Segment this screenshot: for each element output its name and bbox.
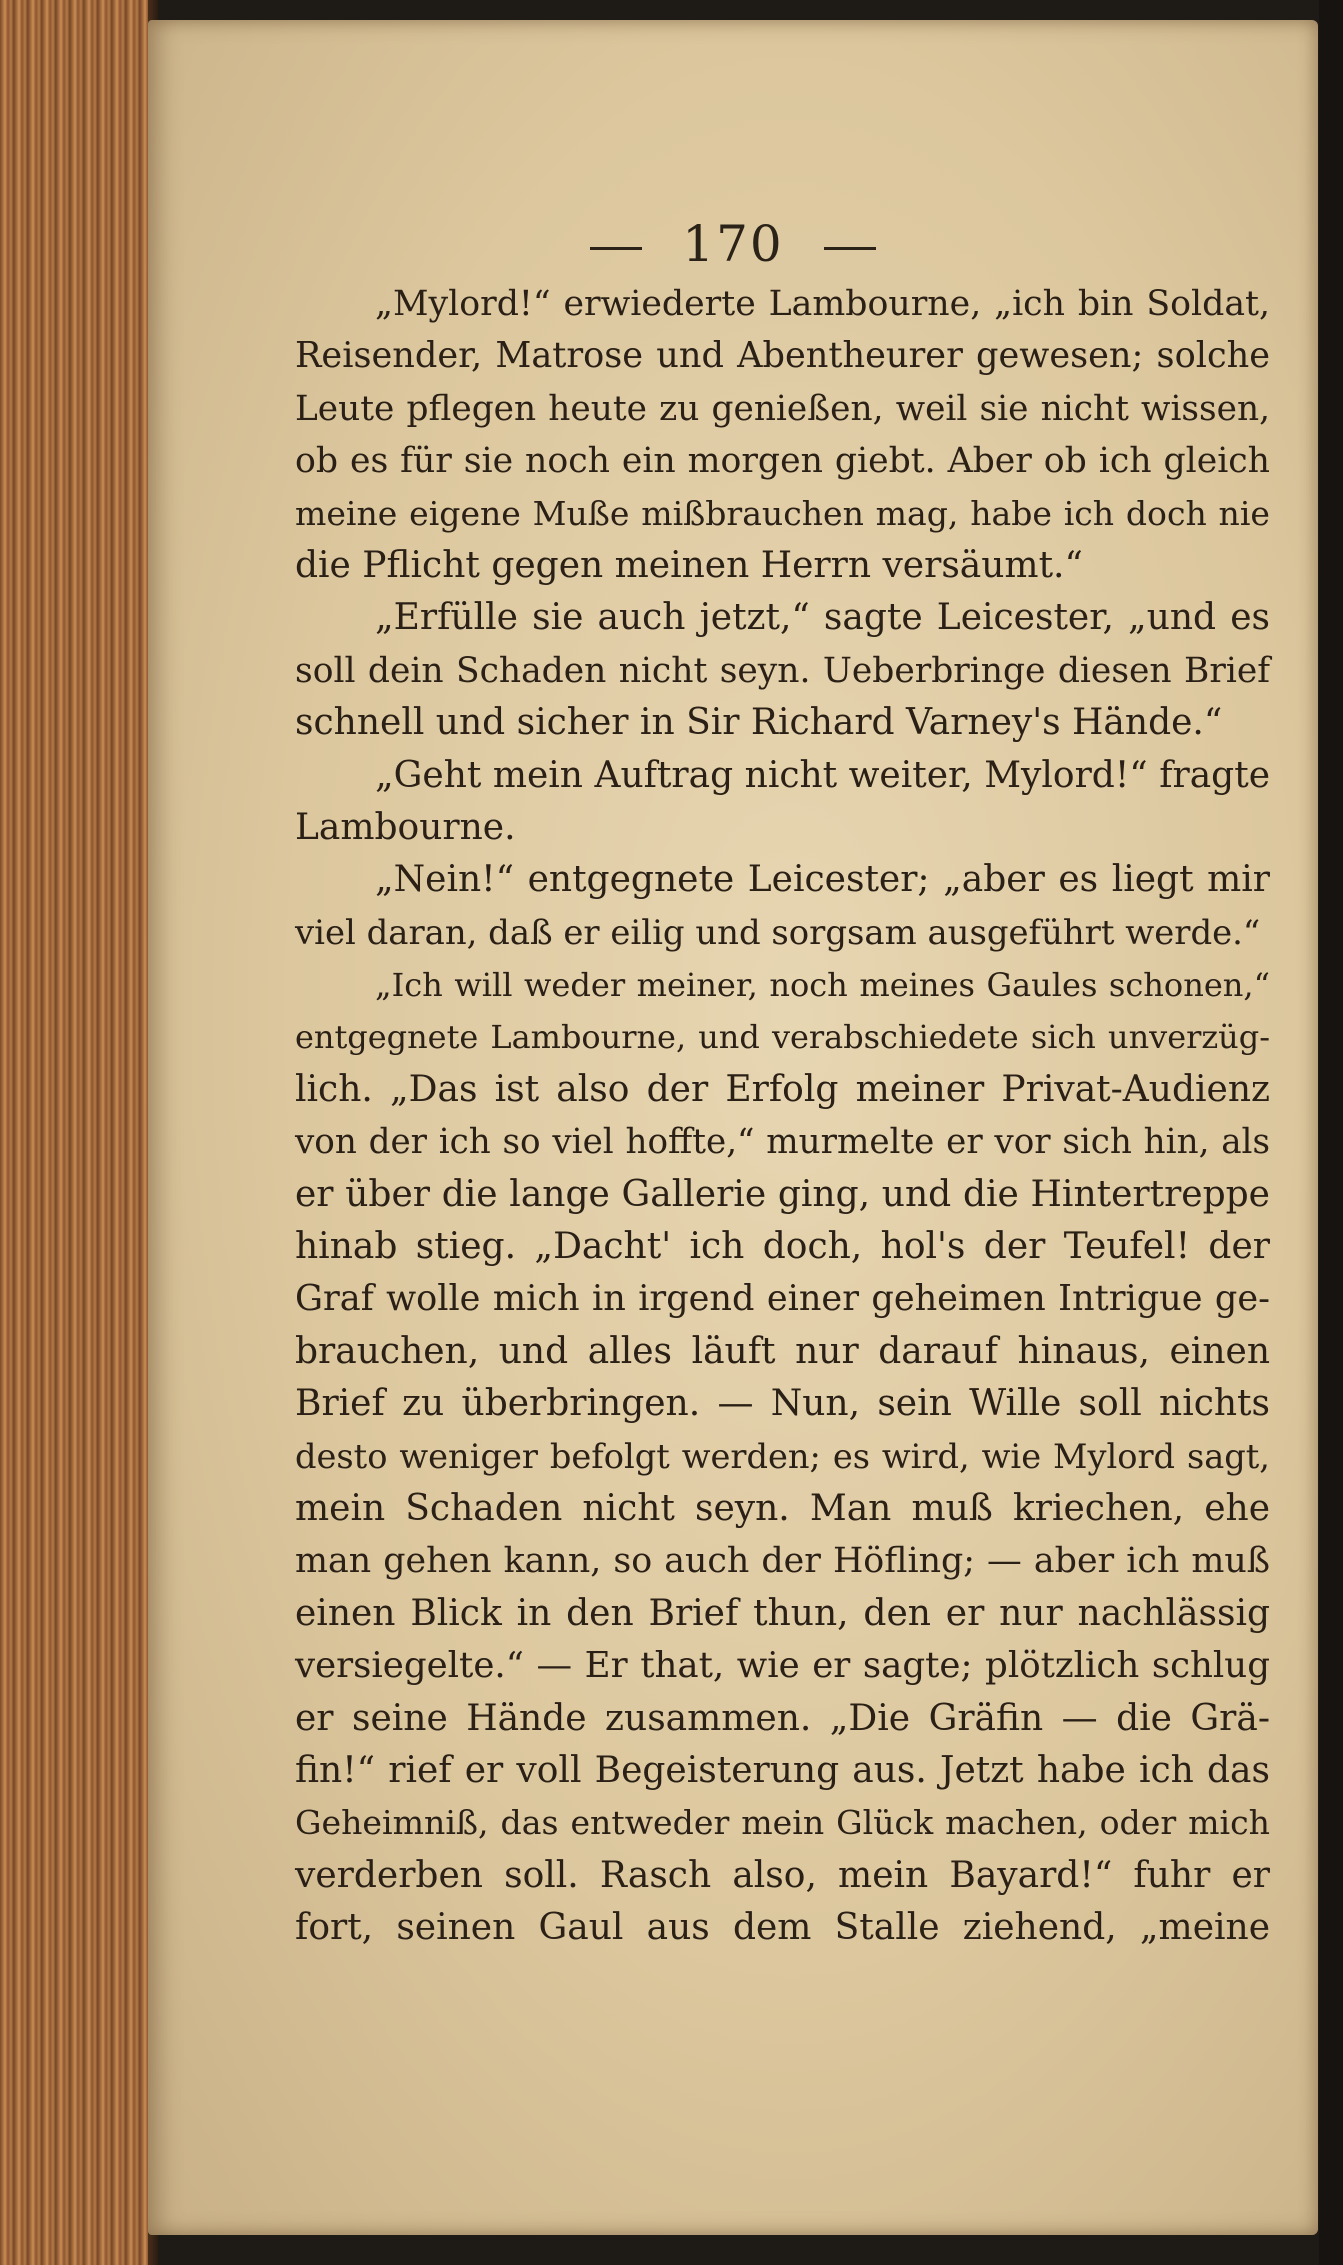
text-line: lich. „Das ist also der Erfolg meiner Privat-Audienz [295,1068,1270,1110]
text-line: verderben soll. Rasch also, mein Bayard!“ fuhr er [295,1854,1270,1896]
text-line: Graf wolle mich in irgend einer geheimen Intrigue ge- [295,1278,1270,1320]
text-line: entgegnete Lambourne, und verabschiedete sich unverzüg- [295,1018,1270,1057]
text-line: Brief zu überbringen. — Nun, sein Wille soll nichts [295,1383,1270,1425]
text-line: viel daran, daß er eilig und sorgsam ausgeführt werde.“ [295,912,1261,952]
header-left-dash [590,247,642,250]
text-line: brauchen, und alles läuft nur darauf hinaus, einen [295,1330,1270,1372]
text-line: er seine Hände zusammen. „Die Gräfin — die Grä- [295,1697,1270,1739]
page-number: 170 [682,215,784,273]
text-line: ob es für sie noch ein morgen giebt. Aber ob ich gleich [295,441,1270,482]
page-header [148,215,1318,273]
text-line: einen Blick in den Brief thun, den er nur nachlässig [295,1592,1270,1634]
text-line: von der ich so viel hoffte,“ murmelte er vor sich hin, als [295,1122,1270,1163]
text-line: Lambourne. [295,806,516,848]
text-line: Leute pflegen heute zu genießen, weil sie nicht wissen, [295,388,1270,429]
header-right-dash [824,247,876,250]
text-line: fin!“ rief er voll Begeisterung aus. Jetzt habe ich das [295,1749,1270,1791]
text-line: „Erfülle sie auch jetzt,“ sagte Leicester, „und es [375,597,1270,639]
text-line: die Pflicht gegen meinen Herrn versäumt.“ [295,544,1083,586]
text-line: versiegelte.“ — Er that, wie er sagte; plötzlich schlug [295,1645,1270,1687]
book-fore-edge [0,0,150,2265]
text-line: desto weniger befolgt werden; es wird, wie Mylord sagt, [295,1436,1270,1476]
text-line: mein Schaden nicht seyn. Man muß kriechen, ehe [295,1487,1270,1529]
text-line: Geheimniß, das entweder mein Glück machen, oder mich [295,1803,1270,1843]
text-line: „Mylord!“ erwiederte Lambourne, „ich bin Soldat, [375,284,1270,324]
text-line: meine eigene Muße mißbrauchen mag, habe ich doch nie [295,493,1270,533]
text-line: „Nein!“ entgegnete Leicester; „aber es liegt mir [375,859,1270,901]
text-line: man gehen kann, so auch der Höfling; — aber ich muß [295,1541,1270,1582]
binding-gutter [1319,0,1343,2265]
body-text [295,278,1270,1955]
text-line: soll dein Schaden nicht seyn. Ueberbringe diesen Brief [295,650,1270,691]
text-line: schnell und sicher in Sir Richard Varney's Hände.“ [295,702,1223,744]
text-line: „Ich will weder meiner, noch meines Gaules schonen,“ [375,966,1270,1005]
text-line: fort, seinen Gaul aus dem Stalle ziehend, „meine [295,1907,1270,1949]
text-line: Reisender, Matrose und Abentheurer gewesen; solche [295,335,1270,377]
text-line: hinab stieg. „Dacht' ich doch, hol's der Teufel! der [295,1226,1270,1268]
text-line: er über die lange Gallerie ging, und die Hintertreppe [295,1173,1270,1215]
text-line: „Geht mein Auftrag nicht weiter, Mylord!“ fragte [375,754,1270,796]
